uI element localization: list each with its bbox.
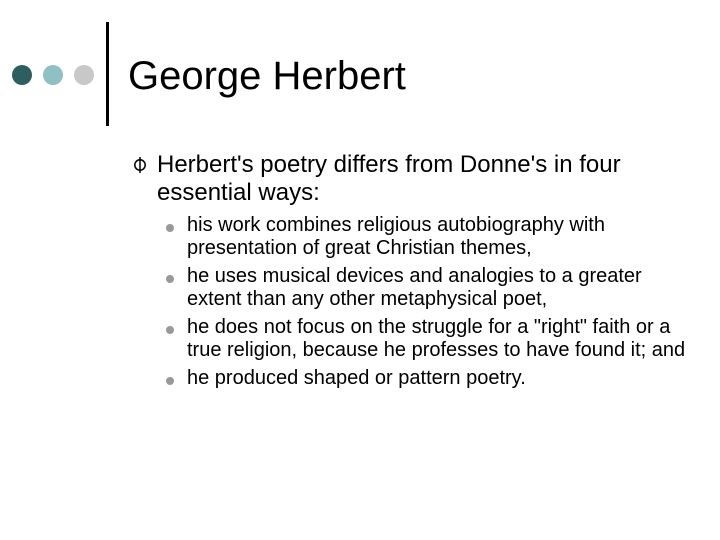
sub-bullet-text: his work combines religious autobiography with presentation of great Christian themes, — [187, 214, 605, 259]
bullet-dot-icon — [166, 224, 174, 232]
decorative-dot-teal-icon — [43, 65, 63, 85]
sub-bullet-item — [160, 316, 700, 362]
sub-bullet-item — [160, 367, 700, 390]
decorative-dot-gray-icon — [74, 65, 94, 85]
sub-bullet-text: he uses musical devices and analogies to a greater extent than any other metaphysical poet, — [187, 265, 642, 310]
sub-bullet-item — [160, 265, 700, 311]
slide-title: George Herbert — [128, 54, 406, 98]
crossed-circle-icon — [132, 156, 148, 174]
sub-bullet-text: he does not focus on the struggle for a "right" faith or a true religion, because he professes to have found it; and — [187, 316, 686, 361]
bullet-dot-icon — [166, 326, 174, 334]
title-divider — [106, 22, 109, 126]
bullet-dot-icon — [166, 275, 174, 283]
main-bullet-text: Herbert's poetry differs from Donne's in four essential ways: — [157, 151, 621, 206]
decorative-dot-dark-icon — [12, 65, 32, 85]
bullet-dot-icon — [166, 377, 174, 385]
sub-bullet-text: he produced shaped or pattern poetry. — [187, 367, 526, 389]
sub-bullet-item — [160, 214, 700, 260]
sub-bullet-list — [160, 214, 700, 395]
